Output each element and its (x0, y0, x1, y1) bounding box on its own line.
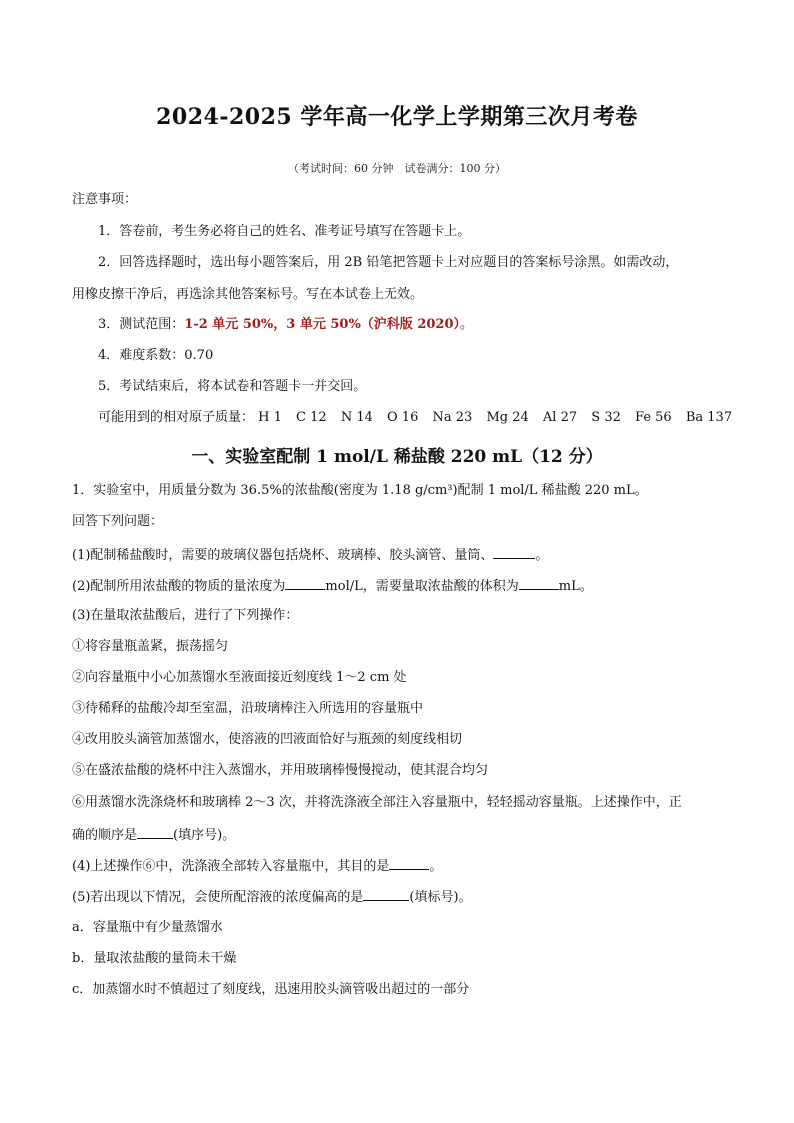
question-2-text-b: mol/L，需要量取浓盐酸的体积为 (325, 579, 519, 594)
step-5: ⑤在盛浓盐酸的烧杯中注入蒸馏水，并用玻璃棒慢慢搅动，使其混合均匀 (72, 763, 489, 778)
answer-blank-3 (137, 824, 173, 839)
atomic-masses (98, 408, 758, 428)
question-5-end: (填标号)。 (409, 890, 472, 905)
mass-ba: Ba 137 (685, 410, 733, 425)
answer-blank-2b (519, 575, 559, 590)
question-4-end: 。 (429, 859, 443, 874)
section-title: 一、实验室配制 1 mol/L 稀盐酸 220 mL（12 分） (191, 447, 603, 467)
option-a: a．容量瓶中有少量蒸馏水 (72, 920, 223, 935)
mass-na: Na 23 (432, 410, 473, 425)
step-3: ③待稀释的盐酸冷却至室温，沿玻璃棒注入所选用的容量瓶中 (72, 701, 424, 716)
mass-fe: Fe 56 (635, 410, 672, 425)
mass-o: O 16 (387, 410, 419, 425)
question-1 (72, 544, 732, 566)
notice-item-4: 4．难度系数：0.70 (98, 348, 214, 363)
order-text-b: (填序号)。 (173, 828, 236, 843)
notice-item-3-prefix: 3．测试范围： (98, 317, 185, 332)
test-range: 1-2 单元 50%，3 单元 50%（沪科版 2020） (184, 317, 461, 332)
answer-blank-5 (363, 886, 409, 901)
mass-h: H 1 (258, 410, 282, 425)
mass-c: C 12 (296, 410, 327, 425)
notice-heading: 注意事项： (72, 192, 138, 207)
question-2-text-c: mL。 (558, 579, 593, 594)
answer-blank-4 (389, 855, 429, 870)
notice-item-1: 1．答卷前，考生务必将自己的姓名、准考证号填写在答题卡上。 (98, 224, 471, 239)
question-4-text: (4)上述操作⑥中，洗涤液全部转入容量瓶中，其目的是 (72, 859, 390, 874)
mass-mg: Mg 24 (486, 410, 529, 425)
notice-item-2a: 2．回答选择题时，选出每小题答案后，用 2B 铅笔把答题卡上对应题目的答案标号涂黑。如需改动， (98, 255, 679, 270)
question-2 (72, 575, 732, 597)
notice-item-3-suffix: 。 (460, 317, 474, 332)
order-question (72, 824, 732, 846)
answer-blank-1 (493, 544, 535, 559)
option-c: c．加蒸馏水时不慎超过了刻度线，迅速用胶头滴管吸出超过的一部分 (72, 982, 470, 997)
answer-blank-2a (285, 575, 325, 590)
notice-item-2b: 用橡皮擦干净后，再选涂其他答案标号。写在本试卷上无效。 (72, 287, 424, 302)
step-4: ④改用胶头滴管加蒸馏水，使溶液的凹液面恰好与瓶颈的刻度线相切 (72, 732, 463, 747)
step-2: ②向容量瓶中小心加蒸馏水至液面接近刻度线 1～2 cm 处 (72, 670, 407, 685)
mass-n: N 14 (340, 410, 373, 425)
step-1: ①将容量瓶盖紧，振荡摇匀 (72, 639, 229, 654)
mass-al: Al 27 (542, 410, 578, 425)
question-1-text: (1)配制稀盐酸时，需要的玻璃仪器包括烧杯、玻璃棒、胶头滴管、量筒、 (72, 548, 494, 563)
notice-item-5: 5．考试结束后，将本试卷和答题卡一并交回。 (98, 379, 367, 394)
order-text-a: 确的顺序是 (72, 828, 138, 843)
question-3: (3)在量取浓盐酸后，进行了下列操作： (72, 608, 299, 623)
question-5 (72, 886, 732, 908)
exam-info: （考试时间：60 分钟 试卷满分：100 分） (288, 162, 506, 175)
question-4 (72, 855, 732, 877)
question-5-text: (5)若出现以下情况，会使所配溶液的浓度偏高的是 (72, 890, 364, 905)
question-prompt: 回答下列问题： (72, 514, 164, 529)
option-b: b．量取浓盐酸的量筒未干燥 (72, 951, 237, 966)
atomic-masses-label: 可能用到的相对原子质量： (98, 410, 255, 425)
page-title: 2024-2025 学年高一化学上学期第三次月考卷 (156, 104, 638, 130)
question-2-text-a: (2)配制所用浓盐酸的物质的量浓度为 (72, 579, 286, 594)
mass-s: S 32 (591, 410, 621, 425)
question-stem: 1．实验室中，用质量分数为 36.5%的浓盐酸(密度为 1.18 g/cm³)配制 1 mol/L 稀盐酸 220 mL。 (72, 483, 648, 498)
question-1-end: 。 (535, 548, 549, 563)
notice-item-3 (98, 315, 758, 335)
step-6: ⑥用蒸馏水洗涤烧杯和玻璃棒 2～3 次，并将洗涤液全部注入容量瓶中，轻轻摇动容量瓶。上述操作中，正 (72, 795, 682, 810)
